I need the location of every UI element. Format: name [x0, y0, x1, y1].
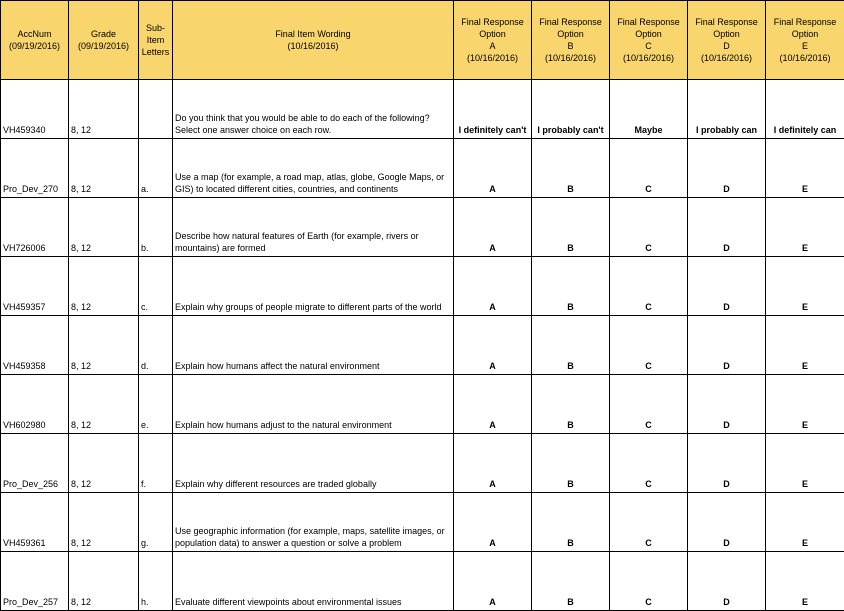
table-row	[1, 198, 844, 257]
cell-option-e: E	[766, 316, 844, 375]
cell-subitem: e.	[139, 375, 173, 434]
cell-option-b: B	[532, 552, 610, 611]
cell-accnum: Pro_Dev_256	[1, 434, 69, 493]
cell-option-a: A	[454, 316, 532, 375]
table-row	[1, 493, 844, 552]
cell-option-c: C	[610, 434, 688, 493]
cell-grade: 8, 12	[69, 316, 139, 375]
table-row	[1, 434, 844, 493]
cell-wording: Explain why different resources are traded globally	[173, 434, 454, 493]
table-row	[1, 257, 844, 316]
cell-accnum: VH602980	[1, 375, 69, 434]
cell-option-c: C	[610, 552, 688, 611]
cell-option-c: C	[610, 198, 688, 257]
table-row	[1, 80, 844, 139]
cell-option-d: D	[688, 139, 766, 198]
cell-subitem: d.	[139, 316, 173, 375]
cell-option-d: D	[688, 434, 766, 493]
cell-grade: 8, 12	[69, 139, 139, 198]
cell-option-e: E	[766, 139, 844, 198]
cell-accnum: VH459358	[1, 316, 69, 375]
header-subitem: Sub- Item Letters	[139, 1, 173, 80]
cell-option-b: B	[532, 139, 610, 198]
cell-option-c: Maybe	[610, 80, 688, 139]
header-option-e: Final Response Option E (10/16/2016)	[766, 1, 844, 80]
cell-option-c: C	[610, 375, 688, 434]
cell-option-e: E	[766, 198, 844, 257]
cell-option-a: A	[454, 257, 532, 316]
cell-wording: Use a map (for example, a road map, atlas, globe, Google Maps, or GIS) to located different cities, countries, and continents	[173, 139, 454, 198]
cell-option-d: D	[688, 375, 766, 434]
cell-accnum: VH459357	[1, 257, 69, 316]
cell-wording: Explain why groups of people migrate to different parts of the world	[173, 257, 454, 316]
cell-option-a: A	[454, 493, 532, 552]
cell-subitem: a.	[139, 139, 173, 198]
cell-option-d: D	[688, 552, 766, 611]
cell-grade: 8, 12	[69, 493, 139, 552]
header-row	[1, 1, 844, 80]
cell-option-e: E	[766, 375, 844, 434]
cell-accnum: VH459340	[1, 80, 69, 139]
cell-option-c: C	[610, 139, 688, 198]
cell-grade: 8, 12	[69, 80, 139, 139]
table-row	[1, 139, 844, 198]
header-option-b: Final Response Option B (10/16/2016)	[532, 1, 610, 80]
cell-grade: 8, 12	[69, 257, 139, 316]
cell-subitem: f.	[139, 434, 173, 493]
cell-option-c: C	[610, 257, 688, 316]
cell-subitem	[139, 80, 173, 139]
cell-option-b: B	[532, 198, 610, 257]
cell-option-b: B	[532, 316, 610, 375]
cell-option-a: A	[454, 198, 532, 257]
cell-accnum: Pro_Dev_270	[1, 139, 69, 198]
cell-wording: Describe how natural features of Earth (for example, rivers or mountains) are formed	[173, 198, 454, 257]
cell-accnum: VH726006	[1, 198, 69, 257]
cell-option-a: A	[454, 139, 532, 198]
table-row	[1, 552, 844, 611]
cell-subitem: h.	[139, 552, 173, 611]
cell-subitem: c.	[139, 257, 173, 316]
cell-wording: Explain how humans adjust to the natural environment	[173, 375, 454, 434]
cell-wording: Evaluate different viewpoints about environmental issues	[173, 552, 454, 611]
cell-grade: 8, 12	[69, 375, 139, 434]
cell-option-c: C	[610, 493, 688, 552]
cell-option-e: E	[766, 434, 844, 493]
cell-option-c: C	[610, 316, 688, 375]
cell-option-b: B	[532, 493, 610, 552]
cell-option-e: E	[766, 493, 844, 552]
cell-wording: Do you think that you would be able to do each of the following? Select one answer choice on each row.	[173, 80, 454, 139]
cell-option-d: I probably can	[688, 80, 766, 139]
header-option-c: Final Response Option C (10/16/2016)	[610, 1, 688, 80]
cell-subitem: b.	[139, 198, 173, 257]
header-grade: Grade (09/19/2016)	[69, 1, 139, 80]
cell-option-e: I definitely can	[766, 80, 844, 139]
cell-option-b: B	[532, 375, 610, 434]
cell-option-a: A	[454, 434, 532, 493]
cell-option-e: E	[766, 257, 844, 316]
cell-option-a: A	[454, 552, 532, 611]
cell-option-a: I definitely can't	[454, 80, 532, 139]
table-row	[1, 375, 844, 434]
cell-option-b: I probably can't	[532, 80, 610, 139]
header-option-a: Final Response Option A (10/16/2016)	[454, 1, 532, 80]
cell-option-d: D	[688, 198, 766, 257]
cell-option-d: D	[688, 316, 766, 375]
table-row	[1, 316, 844, 375]
cell-accnum: VH459361	[1, 493, 69, 552]
cell-subitem: g.	[139, 493, 173, 552]
header-accnum: AccNum (09/19/2016)	[1, 1, 69, 80]
cell-option-a: A	[454, 375, 532, 434]
cell-grade: 8, 12	[69, 434, 139, 493]
header-option-d: Final Response Option D (10/16/2016)	[688, 1, 766, 80]
cell-option-d: D	[688, 493, 766, 552]
cell-option-b: B	[532, 257, 610, 316]
cell-grade: 8, 12	[69, 198, 139, 257]
cell-option-b: B	[532, 434, 610, 493]
header-wording: Final Item Wording (10/16/2016)	[173, 1, 454, 80]
cell-wording: Use geographic information (for example, maps, satellite images, or population data) to answer a question or solve a problem	[173, 493, 454, 552]
cell-accnum: Pro_Dev_257	[1, 552, 69, 611]
cell-wording: Explain how humans affect the natural environment	[173, 316, 454, 375]
cell-option-e: E	[766, 552, 844, 611]
cell-option-d: D	[688, 257, 766, 316]
cell-grade: 8, 12	[69, 552, 139, 611]
